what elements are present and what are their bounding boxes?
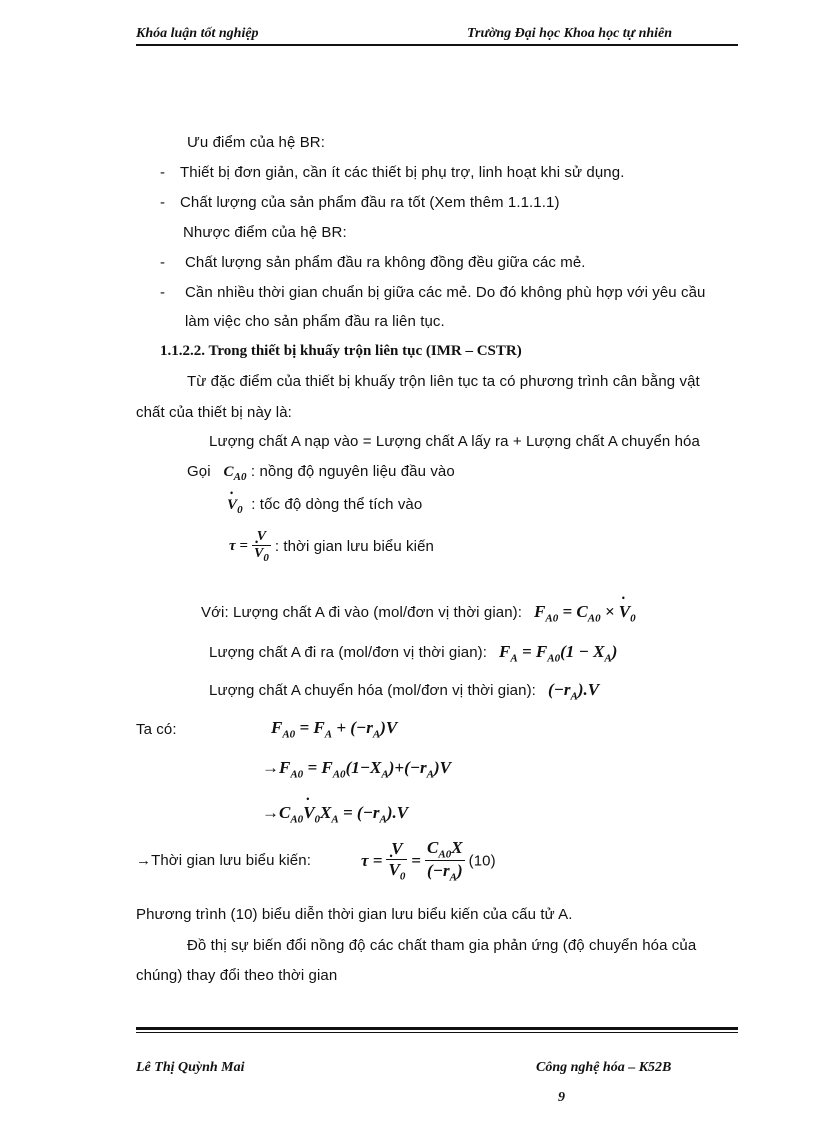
balance-equation: Lượng chất A nạp vào = Lượng chất A lấy ra + Lượng chất A chuyển hóa	[209, 433, 700, 450]
footer-class: Công nghệ hóa – K52B	[536, 1060, 672, 1075]
equation-number: (10)	[468, 852, 496, 870]
symbol-ca0: $C_{A0}$	[223, 464, 247, 483]
advantages-title: Ưu điểm của hệ BR:	[187, 134, 326, 151]
disadvantages-title: Nhược điểm của hệ BR:	[183, 224, 347, 241]
paragraph-line: chất của thiết bị này là:	[136, 404, 292, 421]
goi-line	[187, 463, 455, 483]
goi-label: Gọi	[187, 463, 211, 480]
list-item: Chất lượng sản phẩm đầu ra không đồng đều giữa các mẻ.	[185, 254, 586, 271]
footer-rule-thick	[136, 1027, 738, 1030]
section-heading: 1.1.2.2. Trong thiết bị khuấy trộn liên tục (IMR – CSTR)	[160, 343, 522, 359]
inflow-text: Với: Lượng chất A đi vào (mol/đơn vị thời gian):	[201, 604, 523, 621]
goi-text: : nồng độ nguyên liệu đầu vào	[250, 463, 455, 480]
equation-3: $\to C_{A0}•$ $V_0X_A = (-r_A).V$	[262, 803, 408, 825]
outflow-line	[209, 642, 617, 664]
paragraph-line: Đồ thị sự biến đổi nồng độ các chất tham gia phản ứng (độ chuyển hóa của	[187, 937, 697, 954]
taco-label: Ta có:	[136, 721, 177, 738]
conversion-line	[209, 680, 599, 702]
conversion-formula: $(-r_A).V$	[547, 680, 600, 703]
footer-rule-thin	[136, 1032, 738, 1033]
tau-text: : thời gian lưu biểu kiến	[274, 537, 434, 555]
outflow-formula: $F_A = F_{A0}(1 - X_A)$	[499, 642, 618, 665]
inflow-line	[201, 602, 636, 624]
list-bullet: -	[160, 254, 166, 271]
header-rule	[136, 44, 738, 46]
inflow-formula: $F_{A0} = C_{A0}$ × • $V_0$	[534, 602, 636, 621]
paragraph-line: Từ đặc điểm của thiết bị khuấy trộn liên tục ta có phương trình cân bằng vật	[187, 373, 700, 390]
header-right: Trường Đại học Khoa học tự nhiên	[467, 26, 673, 41]
paragraph-line: chúng) thay đổi theo thời gian	[136, 967, 338, 984]
outflow-text: Lượng chất A đi ra (mol/đơn vị thời gian):	[209, 644, 488, 661]
equation-2: $\to F_{A0} = F_{A0}(1-X_A)+(-r_A)V$	[262, 758, 452, 781]
v0-text: : tốc độ dòng thể tích vào	[251, 496, 423, 513]
equation-1: $F_{A0} = F_A + (-r_A)V$	[271, 718, 398, 741]
equation-10: τ = V • $V_0$ = $\frac{C_{A0}X}{(-r_A)}$ (10)	[361, 838, 496, 884]
header-left: Khóa luận tốt nghiệp	[136, 26, 259, 41]
list-bullet: -	[160, 164, 166, 181]
footer-author: Lê Thị Quỳnh Mai	[136, 1060, 245, 1075]
list-item: Cần nhiều thời gian chuẩn bị giữa các mẻ. Do đó không phù hợp với yêu cầu	[185, 284, 706, 301]
list-item-continuation: làm việc cho sản phẩm đầu ra liên tục.	[185, 313, 445, 330]
list-item: Chất lượng của sản phẩm đầu ra tốt (Xem thêm 1.1.1.1)	[180, 194, 560, 211]
list-bullet: -	[160, 194, 166, 211]
result-label: →Thời gian lưu biểu kiến:	[136, 852, 311, 869]
list-item: Thiết bị đơn giản, cần ít các thiết bị phụ trợ, linh hoạt khi sử dụng.	[180, 164, 625, 181]
tau-definition: τ = V • $V_0$ : thời gian lưu biểu kiến	[229, 529, 434, 564]
symbol-v0-dot: • $V_0$	[227, 497, 243, 516]
page-number: 9	[558, 1090, 565, 1105]
v0-line	[227, 496, 422, 516]
paragraph-line: Phương trình (10) biểu diễn thời gian lưu biểu kiến của cấu tử A.	[136, 906, 573, 923]
list-bullet: -	[160, 284, 166, 301]
conversion-text: Lượng chất A chuyển hóa (mol/đơn vị thời gian):	[209, 682, 536, 699]
